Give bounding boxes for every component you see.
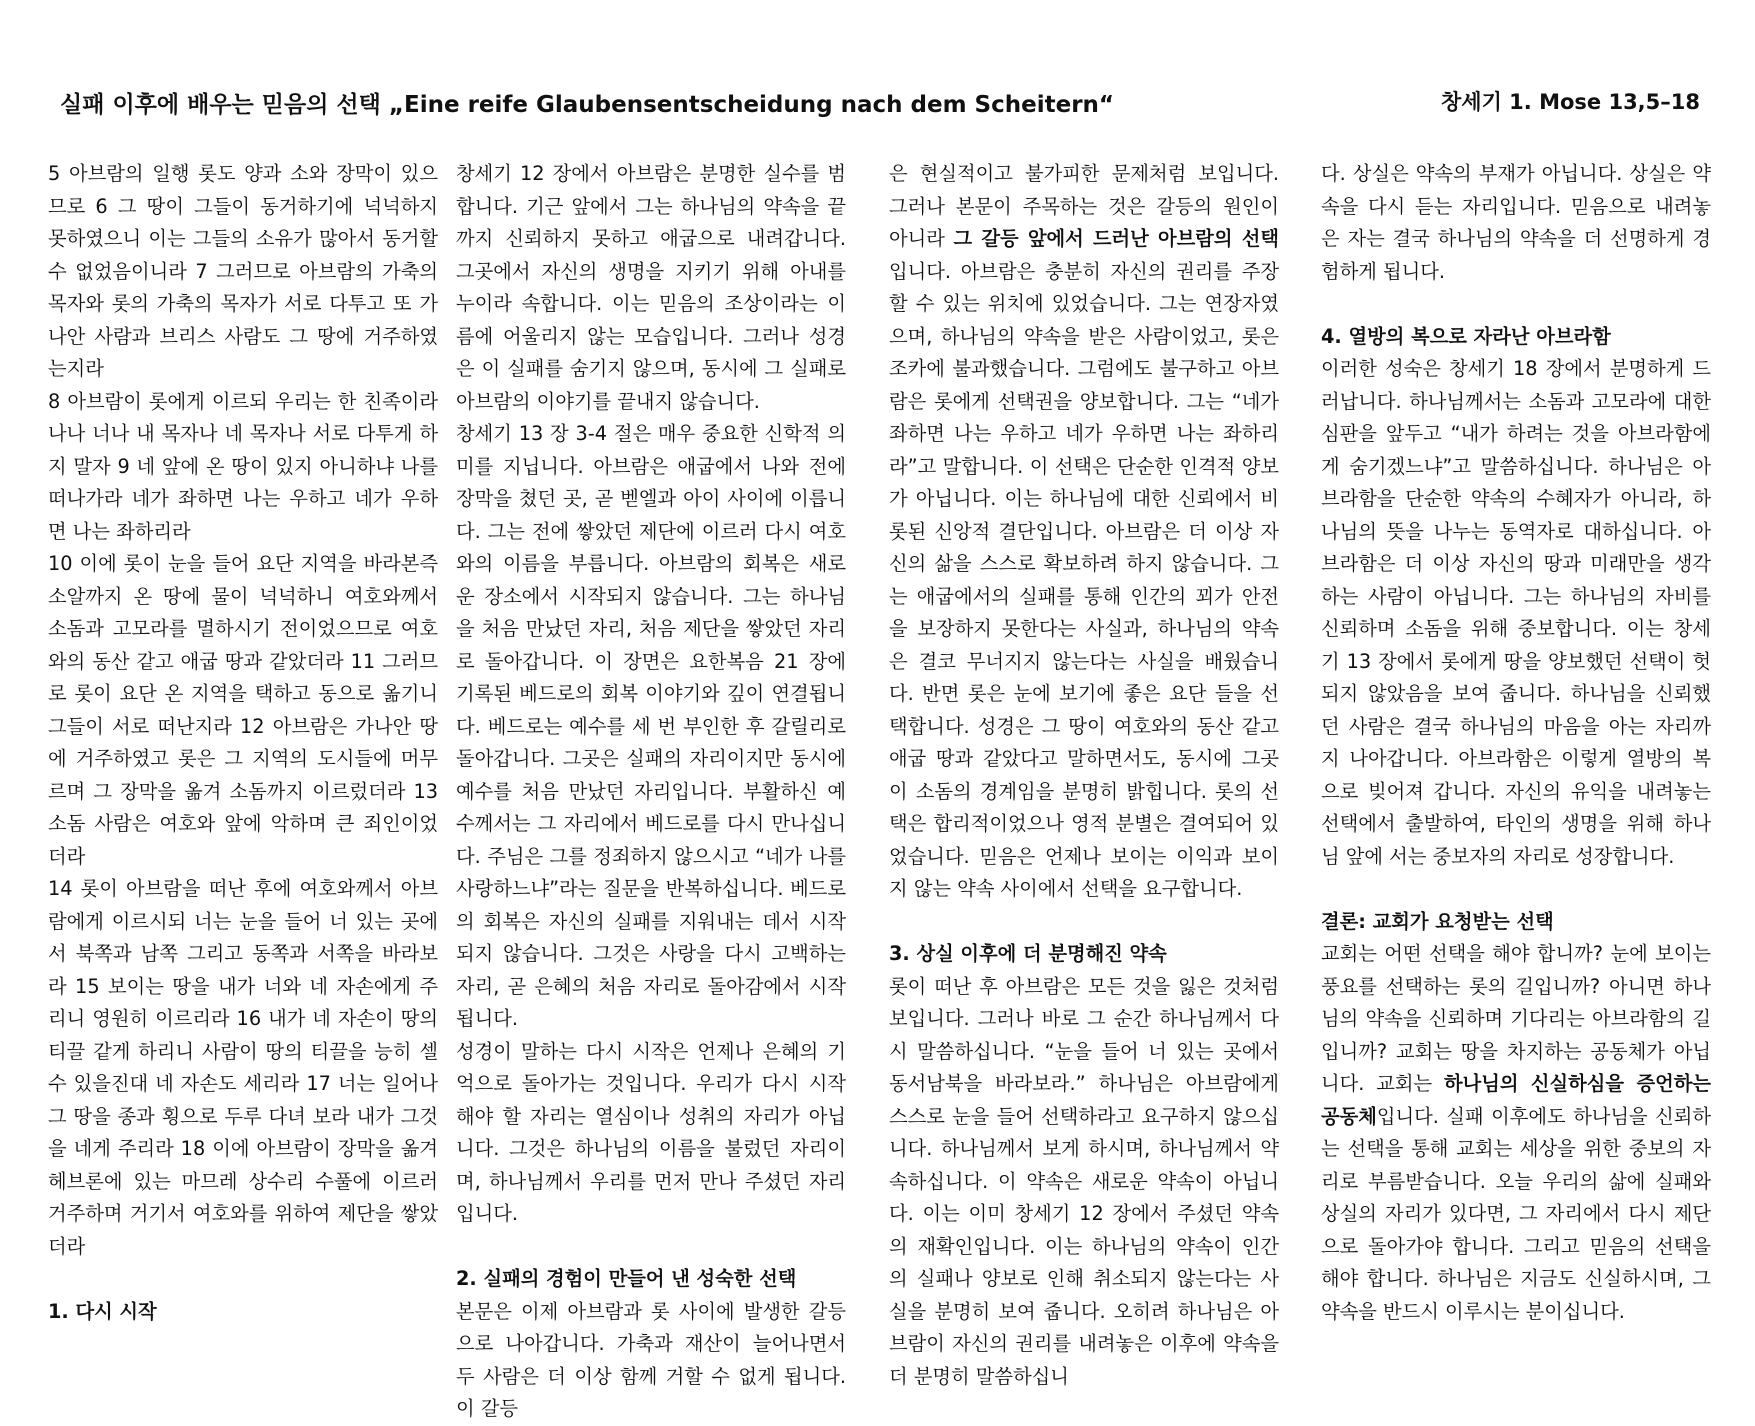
body-paragraph: 롯이 떠난 후 아브람은 모든 것을 잃은 것처럼 보입니다. 그러나 바로 그 순간 하나님께서 다시 말씀하십니다. “눈을 들어 너 있는 곳에서 동서남북을 바라보라.” 하나님은 아브람에게 스스로 눈을 들어 선택하라고 요구하지 않으십니다. 하나님께서 보게 하시며, 하나님께서 약속하십니다. 이 약속은 새로운 약속이 아닙니다. 이는 이미 창세기 12 장에서 주셨던 약속의 재확인입니다. 이는 하나님의 약속이 인간의 실패나 양보로 인해 취소되지 않는다는 사실을 분명히 보여 줍니다. 오히려 하나님은 아브람이 자신의 권리를 내려놓은 이후에 약속을 더 분명히 말씀하십니 [889,974,1279,1388]
emphasis-text: 그 갈등 앞에서 드러난 아브람의 선택 [953,227,1279,250]
conclusion-heading: 결론: 교회가 요청받는 선택 [1321,909,1554,933]
scripture-reference: 창세기 1. Mose 13,5–18 [1441,90,1700,114]
section-heading-2: 2. 실패의 경험이 만들어 낸 성숙한 선택 [456,1267,797,1290]
body-paragraph [1321,938,1711,1328]
scripture-paragraph: 5 아브람의 일행 롯도 양과 소와 장막이 있으므로 6 그 땅이 그들이 동거하기에 넉넉하지 못하였으니 이는 그들의 소유가 많아서 동거할 수 없었음이니라 7 그러므로 아브람의 가축의 목자와 롯의 가축의 목자가 서로 다투고 또 가나안 사람과 브리스 사람도 그 땅에 거주하였는지라 [48,162,438,380]
column-1 [48,158,438,1323]
section-heading-1: 1. 다시 시작 [48,1299,157,1323]
column-2 [456,158,846,1420]
emphasis-text: 하나님의 신실하심을 증언하는 공동체 [1321,1072,1712,1128]
page-title: 실패 이후에 배우는 믿음의 선택 „Eine reife Glaubensentscheidung nach dem Scheitern“ [60,92,1115,118]
body-text: 입니다. 아브람은 충분히 자신의 권리를 주장할 수 있는 위치에 있었습니다. 그는 연장자였으며, 하나님의 약속을 받은 사람이었고, 롯은 조카에 불과했습니다. 그럼에도 불구하고 아브람은 롯에게 선택권을 양보합니다. 그는 “네가 좌하면 나는 우하고 네가 우하면 나는 좌하리라”고 말합니다. 이 선택은 단순한 인격적 양보가 아닙니다. 이는 하나님에 대한 신뢰에서 비롯된 신앙적 결단입니다. 아브람은 더 이상 자신의 삶을 스스로 확보하려 하지 않습니다. 그는 애굽에서의 실패를 통해 인간의 꾀가 안전을 보장하지 못한다는 사실과, 하나님의 약속은 결코 무너지지 않는다는 사실을 배웠습니다. 반면 롯은 눈에 보기에 좋은 요단 들을 선택합니다. 성경은 그 땅이 여호와의 동산 같고 애굽 땅과 같았다고 말하면서도, 동시에 그곳이 소돔의 경계임을 분명히 밝힙니다. 롯의 선택은 합리적이었으나 영적 분별은 결여되어 있었습니다. 믿음은 언제나 보이는 이익과 보이지 않는 약속 사이에서 선택을 요구합니다. [889,259,1279,900]
column-3 [889,158,1279,1388]
section-heading-3: 3. 상실 이후에 더 분명해진 약속 [889,942,1167,965]
body-paragraph [889,158,1279,906]
page-header [60,86,1700,120]
scripture-paragraph: 10 이에 롯이 눈을 들어 요단 지역을 바라본즉 소알까지 온 땅에 물이 넉넉하니 여호와께서 소돔과 고모라를 멸하시기 전이었으므로 여호와의 동산 같고 애굽 땅과 같았더라 11 그러므로 롯이 요단 온 지역을 택하고 동으로 옮기니 그들이 서로 떠난지라 12 아브람은 가나안 땅에 거주하였고 롯은 그 지역의 도시들에 머무르며 그 장막을 옮겨 소돔까지 이르렀더라 13 소돔 사람은 여호와 앞에 악하며 큰 죄인이었더라 [48,552,438,868]
section-heading-4: 4. 열방의 복으로 자라난 아브라함 [1321,324,1611,348]
body-text: 입니다. 실패 이후에도 하나님을 신뢰하는 선택을 통해 교회는 세상을 위한 중보의 자리로 부름받습니다. 오늘 우리의 삶에 실패와 상실의 자리가 있다면, 그 자리에서 다시 제단으로 돌아가야 합니다. 그리고 믿음의 선택을 해야 합니다. 하나님은 지금도 신실하시며, 그 약속을 반드시 이루시는 분이십니다. [1321,1104,1711,1323]
body-paragraph: 창세기 12 장에서 아브람은 분명한 실수를 범합니다. 기근 앞에서 그는 하나님의 약속을 끝까지 신뢰하지 못하고 애굽으로 내려갑니다. 그곳에서 자신의 생명을 지키기 위해 아내를 누이라 속합니다. 이는 믿음의 조상이라는 이름에 어울리지 않는 모습입니다. 그러나 성경은 이 실패를 숨기지 않으며, 동시에 그 실패로 아브람의 이야기를 끝내지 않습니다. [456,162,846,413]
body-paragraph: 이러한 성숙은 창세기 18 장에서 분명하게 드러납니다. 하나님께서는 소돔과 고모라에 대한 심판을 앞두고 “내가 하려는 것을 아브라함에게 숨기겠느냐”고 말씀하십니다. 하나님은 아브라함을 단순한 약속의 수혜자가 아니라, 하나님의 뜻을 나누는 동역자로 대하십니다. 아브라함은 더 이상 자신의 땅과 미래만을 생각하는 사람이 아닙니다. 그는 하나님의 자비를 신뢰하며 소돔을 위해 중보합니다. 이는 창세기 13 장에서 롯에게 땅을 양보했던 선택이 헛되지 않았음을 보여 줍니다. 하나님을 신뢰했던 사람은 결국 하나님의 마음을 아는 자리까지 나아갑니다. 아브라함은 이렇게 열방의 복으로 빚어져 갑니다. 자신의 유익을 내려놓는 선택에서 출발하여, 타인의 생명을 위해 하나님 앞에 서는 중보자의 자리로 성장합니다. [1321,357,1711,868]
scripture-paragraph: 14 롯이 아브람을 떠난 후에 여호와께서 아브람에게 이르시되 너는 눈을 들어 너 있는 곳에서 북쪽과 남쪽 그리고 동쪽과 서쪽을 바라보라 15 보이는 땅을 내가 너와 네 자손에게 주리니 영원히 이르리라 16 내가 네 자손이 땅의 티끌 같게 하리니 사람이 땅의 티끌을 능히 셀 수 있을진대 네 자손도 세리라 17 너는 일어나 그 땅을 종과 횡으로 두루 다녀 보라 내가 그것을 네게 주리라 18 이에 아브람이 장막을 옮겨 헤브론에 있는 마므레 상수리 수풀에 이르러 거주하며 거기서 여호와를 위하여 제단을 쌓았더라 [48,877,438,1258]
body-paragraph: 본문은 이제 아브람과 롯 사이에 발생한 갈등으로 나아갑니다. 가축과 재산이 늘어나면서 두 사람은 더 이상 함께 거할 수 없게 됩니다. 이 갈등 [456,1299,846,1420]
body-text: 은 현실적이고 불가피한 문제처럼 보입니다. 그러나 본문이 주목하는 것은 갈등의 원인이 아니라 [889,162,1279,250]
body-paragraph: 창세기 13 장 3-4 절은 매우 중요한 신학적 의미를 지닙니다. 아브람은 애굽에서 나와 전에 장막을 쳤던 곳, 곧 벧엘과 아이 사이에 이릅니다. 그는 전에 쌓았던 제단에 이르러 다시 여호와의 이름을 부릅니다. 아브람의 회복은 새로운 장소에서 시작되지 않습니다. 그는 하나님을 처음 만났던 자리, 처음 제단을 쌓았던 자리로 돌아갑니다. 이 장면은 요한복음 21 장에 기록된 베드로의 회복 이야기와 깊이 연결됩니다. 베드로는 예수를 세 번 부인한 후 갈릴리로 돌아갑니다. 그곳은 실패의 자리이지만 동시에 예수를 처음 만났던 자리입니다. 부활하신 예수께서는 그 자리에서 베드로를 다시 만나십니다. 주님은 그를 정죄하지 않으시고 “네가 나를 사랑하느냐”라는 질문을 반복하십니다. 베드로의 회복은 자신의 실패를 지워내는 데서 시작되지 않습니다. 그것은 사랑을 다시 고백하는 자리, 곧 은혜의 처음 자리로 돌아감에서 시작됩니다. [456,422,846,1030]
scripture-paragraph: 8 아브람이 롯에게 이르되 우리는 한 친족이라 나나 너나 내 목자나 네 목자나 서로 다투게 하지 말자 9 네 앞에 온 땅이 있지 아니하냐 나를 떠나가라 네가 좌하면 나는 우하고 네가 우하면 나는 좌하리라 [48,389,438,543]
body-text: 교회는 어떤 선택을 해야 합니까? 눈에 보이는 풍요를 선택하는 롯의 길입니까? 아니면 하나님의 약속을 신뢰하며 기다리는 아브라함의 길입니까? 교회는 땅을 차지하는 공동체가 아닙니다. 교회는 [1321,942,1711,1095]
body-paragraph: 성경이 말하는 다시 시작은 언제나 은혜의 기억으로 돌아가는 것입니다. 우리가 다시 시작해야 할 자리는 열심이나 성취의 자리가 아닙니다. 그것은 하나님의 이름을 불렀던 자리이며, 하나님께서 우리를 먼저 만나 주셨던 자리입니다. [456,1039,846,1225]
body-paragraph: 다. 상실은 약속의 부재가 아닙니다. 상실은 약속을 다시 듣는 자리입니다. 믿음으로 내려놓은 자는 결국 하나님의 약속을 더 선명하게 경험하게 됩니다. [1321,162,1711,283]
column-4 [1321,158,1712,1323]
